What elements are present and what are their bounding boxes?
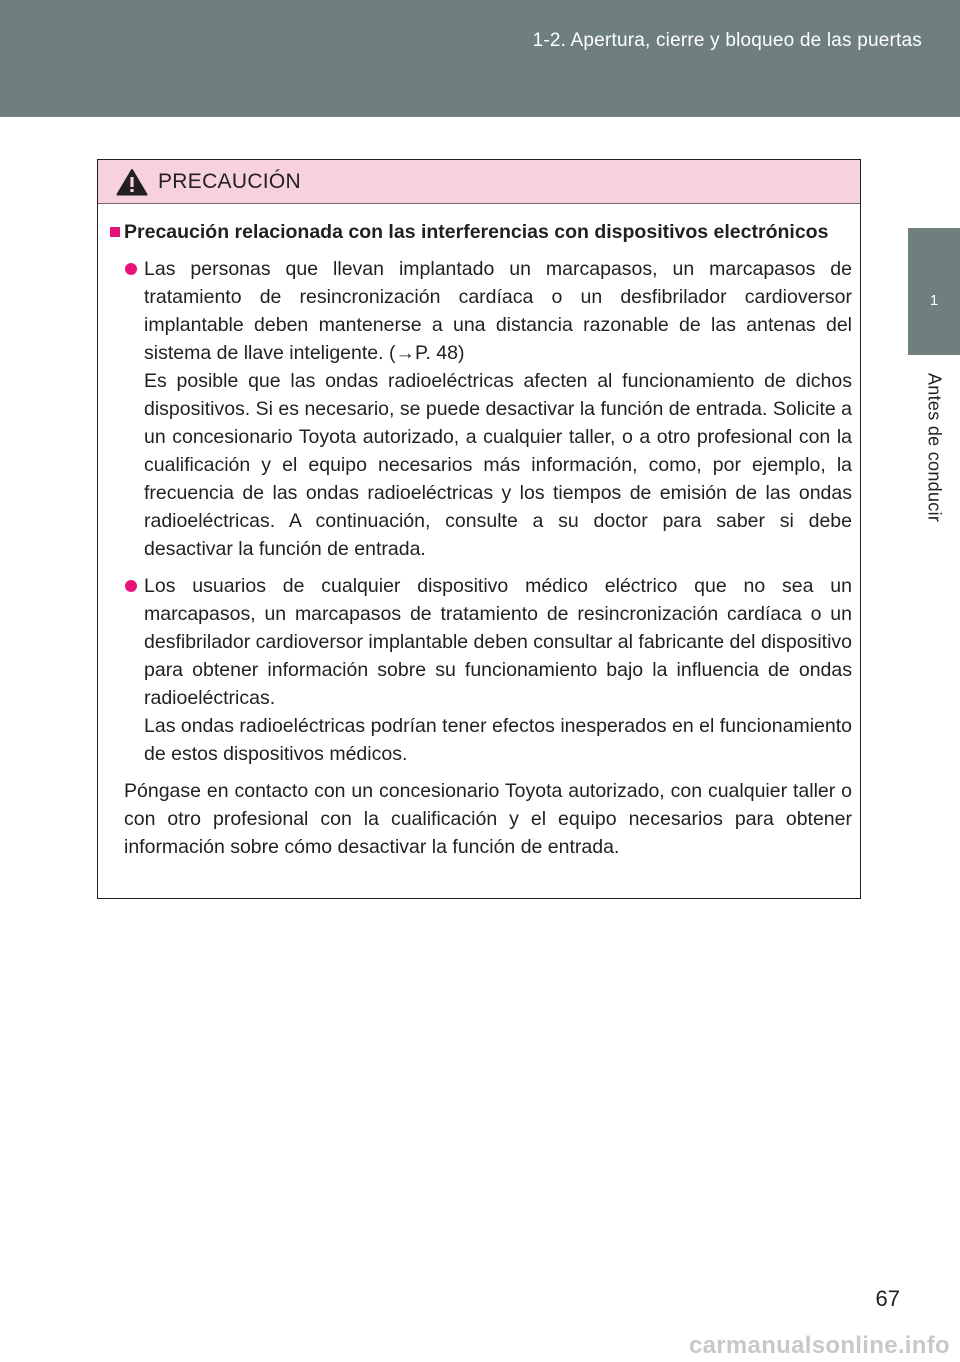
caution-heading — [110, 218, 852, 246]
bullet-paragraph: Es posible que las ondas radioeléctricas afecten al funcionamiento de dichos dispositivos. Si es necesario, se puede desactivar la función de entrada. Solicite a un concesionario Toyota autorizado, a cualquier taller, o a otro profesional con la cualificación y el equipo necesarios más información, como, por ejemplo, la frecuencia de las ondas radioeléctricas y los tiempos de emisión de las ondas radioeléctricas. A continuación, consulte a su doctor para saber si debe desactivar la función de entrada. — [144, 370, 852, 560]
bullet-paragraph: Las personas que llevan implantado un marcapasos, un marcapasos de tratamiento de resincronización cardíaca o un desfibrilador cardioversor implantable deben mantenerse a una distancia razonable de las antenas del sistema de llave inteligente. (→P. 48) — [144, 258, 852, 364]
warning-triangle-icon — [116, 168, 148, 196]
chapter-number: 1 — [929, 292, 939, 309]
bullet-item — [110, 572, 852, 768]
chapter-label: Antes de conducir — [924, 372, 945, 523]
round-bullet-icon — [125, 580, 137, 592]
page-number: 67 — [875, 1286, 900, 1311]
caution-title: PRECAUCIÓN — [158, 169, 302, 193]
bullet-paragraph: Las ondas radioeléctricas podrían tener efectos inesperados en el funcionamiento de estos dispositivos médicos. — [144, 715, 852, 765]
square-bullet-icon — [110, 227, 120, 237]
caution-heading-text: Precaución relacionada con las interferencias con dispositivos electrónicos — [124, 221, 829, 243]
bullet-paragraph: Los usuarios de cualquier dispositivo médico eléctrico que no sea un marcapasos, un marcapasos de tratamiento de resincronización cardíaca o un desfibrilador cardioversor implantable deben consultar al fabricante del dispositivo para obtener información sobre su funcionamiento bajo la influencia de ondas radioeléctricas. — [144, 575, 852, 709]
watermark: carmanualsonline.info — [688, 1332, 950, 1359]
caution-body — [98, 204, 860, 861]
section-title: 1-2. Apertura, cierre y bloqueo de las puertas — [532, 30, 922, 51]
header-band — [0, 0, 960, 117]
caution-box — [97, 159, 861, 899]
round-bullet-icon — [125, 263, 137, 275]
chapter-label-container — [908, 355, 960, 540]
caution-header — [98, 160, 860, 204]
bullet-item — [110, 255, 852, 563]
closing-paragraph: Póngase en contacto con un concesionario Toyota autorizado, con cualquier taller o con otro profesional con la cualificación y el equipo necesarios para obtener información sobre cómo desactivar la función de entrada. — [124, 780, 852, 858]
